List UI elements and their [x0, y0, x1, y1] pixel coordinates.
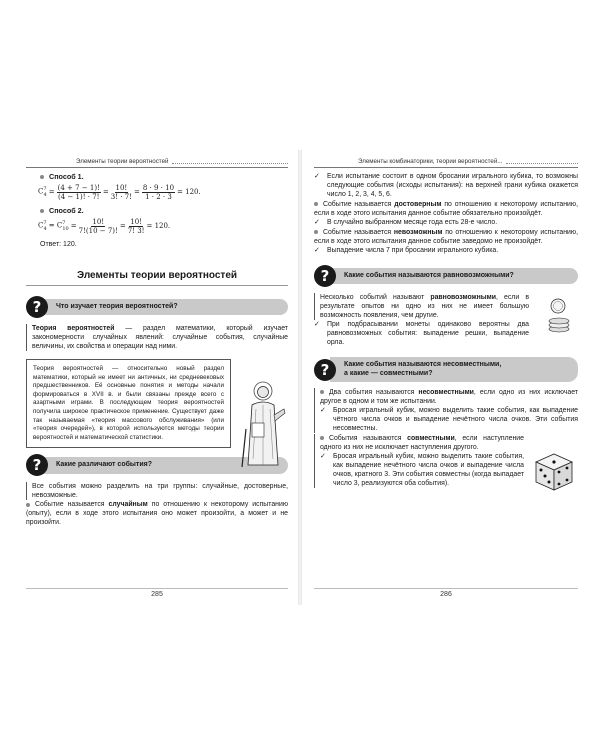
compatible-block [314, 434, 578, 488]
question-text: Какие события называются несовместными, а какие — совместными? [330, 357, 578, 382]
example-item: ✓ Если испытание состоит в одном бросании игрального кубика, то возможны следующие события (исходы испытания): на верхней грани кубика окажется число 1, 2, 3, 4, 5, 6. [314, 173, 578, 198]
check-icon: ✓ [314, 321, 320, 328]
fraction: $\frac{10!}{7! 3!}$ [127, 217, 145, 235]
certain-event-definition: Событие называется достоверным по отношению к некоторому испытанию, если в ходе этого испытания данное событие обязательно произойдёт. [314, 201, 578, 217]
history-quote-box: Теория вероятностей — относительно новый раздел математики, который не имеет ни античных, ни средневековых предшественников. Её основные понятия и методы начали формироваться в XVII в. и были связаны прежде всего с азартными играми. В последующем теория вероятностей получила широкое практическое применение. Существует даже так называемая «теория массового обслуживания» (или «теория очередей»), в которой используются методы теории вероятностей и математической статистики. [26, 359, 231, 448]
equiprobable-block [314, 293, 578, 347]
impossible-event-definition: Событие называется невозможным по отношению к некоторому испытанию, если в ходе этого испытания данное событие заведомо не произойдёт. [314, 229, 578, 245]
formula-method-1: $C^7_4$ = $\frac{(4 + 7 - 1)!}{(4 - 1)! \cdot 7!}$ = $\frac{10!}{3! \cdot 7!}$ = $\frac{8 \cdot 9 \cdot 10}{1 \cdot 2 \cdot 3}$ = 120. [38, 183, 201, 201]
question-text: Какие события называются равновозможными? [330, 268, 578, 285]
check-icon: ✓ [320, 407, 326, 414]
example-item: ✓ При подбрасывании монеты одинаково вероятны два равновозможных события: выпадение решки, выпадение орла. [314, 321, 529, 346]
question-mark-icon: ? [314, 265, 336, 287]
historical-note [26, 359, 288, 448]
bullet-icon [314, 202, 318, 206]
question-text: Какие различают события? [42, 457, 288, 474]
page-number-right: 286 [314, 588, 578, 598]
example-item: ✓ Бросая игральный кубик, можно выделить такие события, как выпадение чётного числа очков и выпадение нечётного числа очков. Эти события несовместны. [320, 407, 578, 432]
page-285 [26, 158, 288, 598]
check-icon: ✓ [314, 247, 320, 254]
question-banner-1 [26, 296, 288, 318]
incompatible-definition: Два события называются несовместными, если одно из них исключает другое в одном и том же испытании. [320, 389, 578, 405]
formula-method-2: $C^7_4$ = $C^7_{10}$ = $\frac{10!}{7!(10 - 7)!}$ = $\frac{10!}{7! 3!}$ = 120. [38, 217, 171, 235]
page-number-left: 285 [26, 588, 288, 598]
method-2-heading: Способ 2. [40, 206, 288, 215]
question-mark-icon: ? [314, 359, 336, 381]
compatible-definition: События называются совместными, если наступление одного из них не исключает наступления другого. [320, 435, 524, 451]
question-banner-4 [314, 357, 578, 382]
bullet-icon [26, 503, 30, 507]
saint-illustration-icon [238, 379, 288, 471]
page-286 [314, 158, 578, 598]
question-mark-icon: ? [26, 296, 48, 318]
coins-illustration-icon [544, 295, 574, 335]
example-item: ✓ В случайно выбранном месяце года есть 28-е число. [314, 219, 498, 226]
formula-lhs: $C^7_4$ [38, 220, 47, 232]
answer-text: Ответ: 120. [40, 241, 77, 248]
fraction: $\frac{10!}{7!(10 - 7)!}$ [78, 217, 118, 235]
bullet-icon [320, 390, 324, 394]
method-1-heading: Способ 1. [40, 172, 288, 181]
example-item: ✓ Выпадение числа 7 при бросании игрального кубика. [314, 247, 499, 254]
question-banner-3 [314, 265, 578, 287]
formula-lhs: $C^7_4$ [38, 186, 47, 198]
question-mark-icon: ? [26, 454, 48, 476]
definition-probability-theory: Теория вероятностей — раздел математики, который изучает закономерности случайных явлений: случайные события, случайные величины, их свойства и операции над ними. [26, 324, 288, 351]
formula-mid: = $C^7_{10}$ [48, 220, 69, 232]
event-groups-text: Все события можно разделить на три группы: случайные, достоверные, невозможные. [26, 482, 288, 500]
running-head-right [314, 158, 578, 168]
running-head-text: Элементы теории вероятностей [76, 158, 169, 165]
check-icon: ✓ [314, 173, 320, 180]
bullet-icon [320, 436, 324, 440]
bullet-icon [40, 209, 44, 213]
equiprobable-definition: Несколько событий называют равновозможными, если в результате опытов ни одно из них не имеет большую возможность появления, чем другие. [314, 293, 529, 320]
section-title: Элементы теории вероятностей [26, 270, 288, 286]
fraction: $\frac{(4 + 7 - 1)!}{(4 - 1)! \cdot 7!}$ [57, 183, 100, 201]
question-text: Что изучает теория вероятностей? [42, 299, 288, 316]
book-gutter [298, 150, 302, 605]
fraction: $\frac{10!}{3! \cdot 7!}$ [110, 183, 132, 201]
bullet-icon [314, 230, 318, 234]
incompatible-block [314, 388, 578, 433]
fraction: $\frac{8 \cdot 9 \cdot 10}{1 \cdot 2 \cdot 3}$ [142, 183, 175, 201]
bullet-icon [40, 175, 44, 179]
random-event-definition: Событие называется случайным по отношению к некоторому испытанию (опыту), если в ходе этого испытания оно может произойти, а может и не произойти. [26, 501, 288, 527]
dice-illustration-icon [532, 448, 576, 492]
running-head-text: Элементы комбинаторики, теории вероятностей... [358, 158, 503, 165]
example-item: ✓ Бросая игральный кубик, можно выделить такие события, как выпадение нечётного числа очков и выпадение числа очков, кратного 3. Эти события совместны (когда выпадает число 3, реализуются оба события). [320, 453, 524, 487]
running-head-left [26, 158, 288, 168]
check-icon: ✓ [320, 453, 326, 460]
check-icon: ✓ [314, 219, 320, 226]
